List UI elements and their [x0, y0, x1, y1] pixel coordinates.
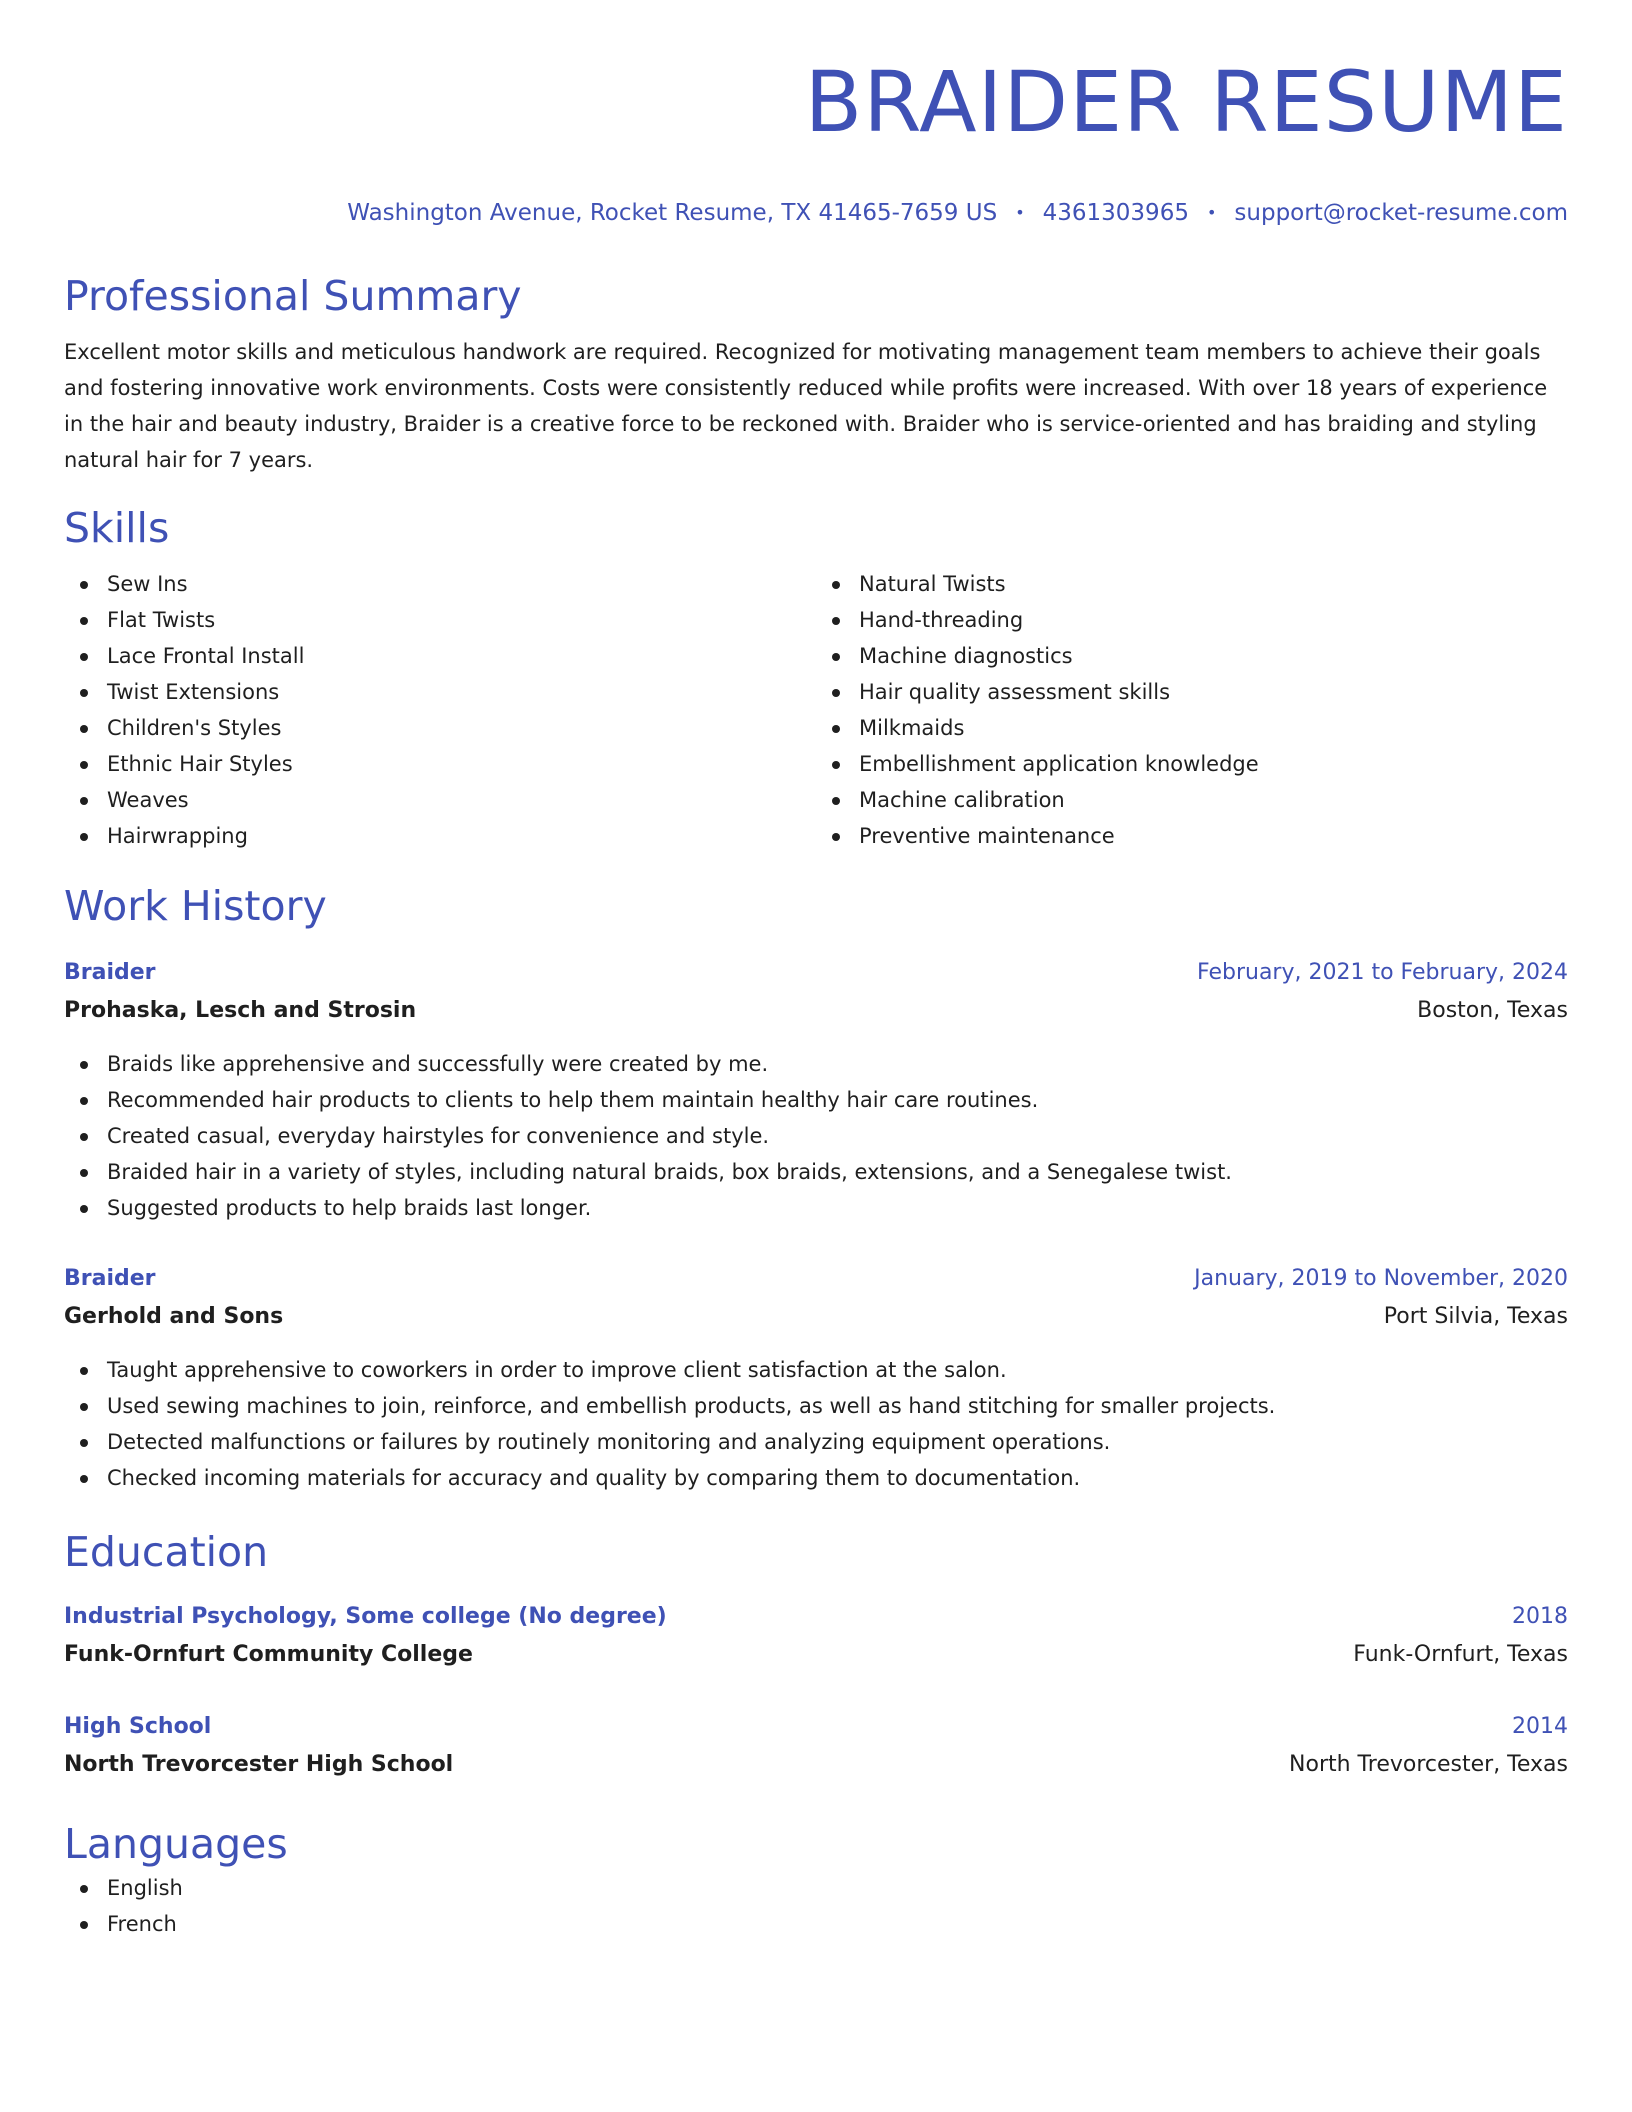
summary-text: Excellent motor skills and meticulous handwork are required. Recognized for motivating management team members to achieve their goals and fostering innovative work environments. Costs were consistently reduced while profits were increased. With over 18 years of experience in the hair and beauty industry, Braider is a creative force to be reckoned with. Braider who is service-oriented and has braiding and styling natural hair for 7 years. [64, 340, 1548, 472]
company-name: Prohaska, Lesch and Strosin [64, 998, 417, 1023]
skill-item: Machine diagnostics [816, 638, 1568, 674]
skill-item: Twist Extensions [64, 674, 816, 710]
skill-item: Children's Styles [64, 710, 816, 746]
separator-dot: • [1015, 203, 1025, 222]
work-entry-header [64, 954, 1568, 992]
education-entry-header [64, 1708, 1568, 1746]
duty-item: Braids like apprehensive and successfully were created by me. [64, 1046, 1568, 1082]
contact-address: Washington Avenue, Rocket Resume, TX 41465-7659 US [347, 200, 998, 226]
job-duties [64, 1046, 1568, 1226]
job-title: Braider [64, 960, 156, 985]
skill-item: Weaves [64, 782, 816, 818]
skill-item: Hair quality assessment skills [816, 674, 1568, 710]
job-location: Boston, Texas [1417, 998, 1568, 1023]
skill-item: Natural Twists [816, 566, 1568, 602]
graduation-year: 2014 [1512, 1714, 1568, 1739]
skill-item: Milkmaids [816, 710, 1568, 746]
resume-name: BRAIDER RESUME [804, 53, 1568, 151]
separator-dot: • [1206, 203, 1217, 222]
job-dates: January, 2019 to November, 2020 [1194, 1266, 1568, 1291]
work-entry [64, 954, 1568, 1226]
duty-item: Detected malfunctions or failures by routinely monitoring and analyzing equipment operations. [64, 1424, 1568, 1460]
section-title-work-history: Work History [64, 882, 327, 930]
skills-list [64, 566, 1568, 854]
skill-item: Sew Ins [64, 566, 816, 602]
skill-item: Preventive maintenance [816, 818, 1568, 854]
duty-item: Taught apprehensive to coworkers in order to improve client satisfaction at the salon. [64, 1352, 1568, 1388]
school-name: Funk-Ornfurt Community College [64, 1642, 473, 1667]
company-name: Gerhold and Sons [64, 1304, 284, 1329]
degree-name: High School [64, 1714, 212, 1739]
education-entry [64, 1708, 1568, 1784]
duty-item: Created casual, everyday hairstyles for convenience and style. [64, 1118, 1568, 1154]
work-entry [64, 1260, 1568, 1496]
work-entry-subheader [64, 992, 1568, 1030]
duty-item: Used sewing machines to join, reinforce, and embellish products, as well as hand stitching for smaller projects. [64, 1388, 1568, 1424]
job-title: Braider [64, 1266, 156, 1291]
skill-item: Ethnic Hair Styles [64, 746, 816, 782]
contact-phone: 4361303965 [1042, 200, 1189, 226]
education-entry-header [64, 1598, 1568, 1636]
school-name: North Trevorcester High School [64, 1752, 454, 1777]
skill-item: Embellishment application knowledge [816, 746, 1568, 782]
duty-item: Suggested products to help braids last longer. [64, 1190, 1568, 1226]
education-entry-subheader [64, 1636, 1568, 1674]
school-location: North Trevorcester, Texas [1289, 1752, 1568, 1777]
work-entry-header [64, 1260, 1568, 1298]
school-location: Funk-Ornfurt, Texas [1353, 1642, 1568, 1667]
skill-item: Lace Frontal Install [64, 638, 816, 674]
skill-item: Flat Twists [64, 602, 816, 638]
skill-item: Hand-threading [816, 602, 1568, 638]
degree-name: Industrial Psychology, Some college (No degree) [64, 1604, 667, 1629]
section-title-skills: Skills [64, 504, 170, 552]
duty-item: Checked incoming materials for accuracy and quality by comparing them to documentation. [64, 1460, 1568, 1496]
skills-column-right [816, 566, 1568, 854]
job-location: Port Silvia, Texas [1383, 1304, 1568, 1329]
graduation-year: 2018 [1512, 1604, 1568, 1629]
language-item: English [64, 1870, 1568, 1906]
contact-line [64, 198, 1568, 228]
language-item: French [64, 1906, 1568, 1942]
job-dates: February, 2021 to February, 2024 [1197, 960, 1568, 985]
section-title-education: Education [64, 1528, 269, 1576]
contact-email[interactable]: support@rocket-resume.com [1234, 200, 1568, 226]
skill-item: Machine calibration [816, 782, 1568, 818]
skills-column-left [64, 566, 816, 854]
work-entry-subheader [64, 1298, 1568, 1336]
education-entry-subheader [64, 1746, 1568, 1784]
skill-item: Hairwrapping [64, 818, 816, 854]
languages-list [64, 1870, 1568, 1942]
section-title-summary: Professional Summary [64, 272, 522, 320]
duty-item: Braided hair in a variety of styles, including natural braids, box braids, extensions, and a Senegalese twist. [64, 1154, 1568, 1190]
job-duties [64, 1352, 1568, 1496]
duty-item: Recommended hair products to clients to help them maintain healthy hair care routines. [64, 1082, 1568, 1118]
section-title-languages: Languages [64, 1820, 288, 1868]
education-entry [64, 1598, 1568, 1674]
